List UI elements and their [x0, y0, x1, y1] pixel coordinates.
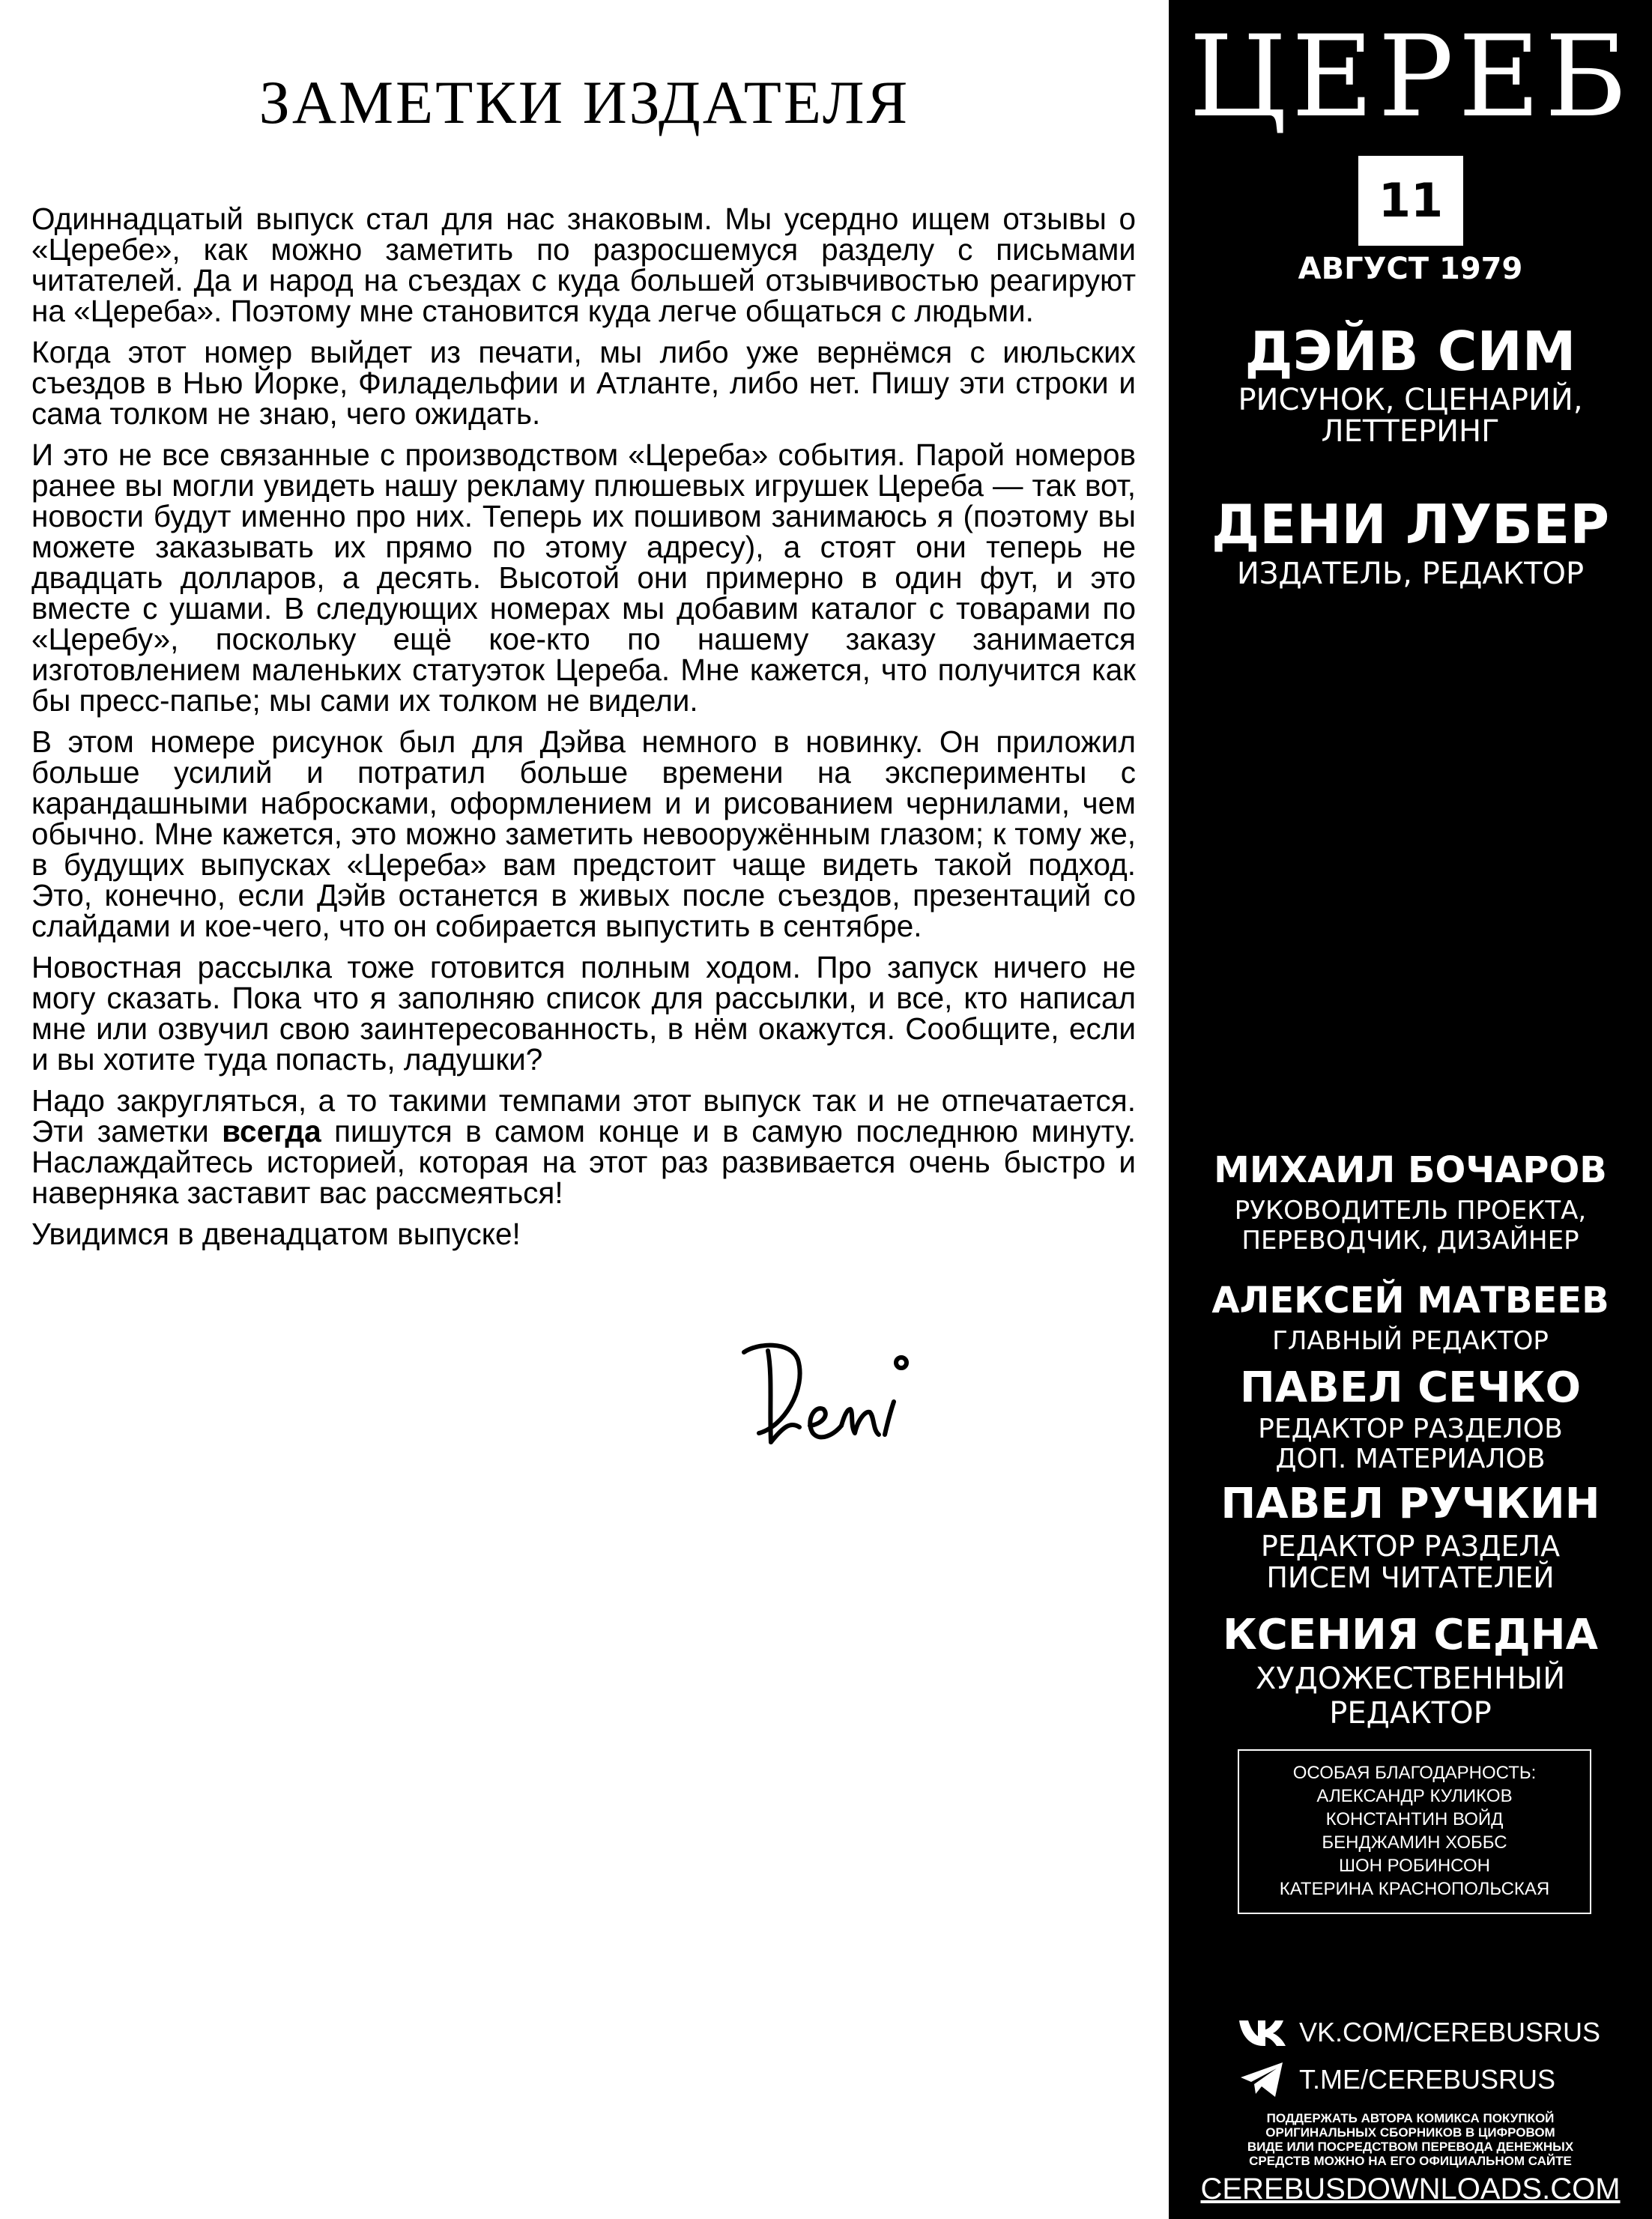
notes-p6-text-b: пишутся в самом конце и в самую последнюю минуту. Наслаждайтесь историей, которая на этот раз развивается очень быстро и наверняка заставит вас рассмеяться! [31, 1114, 1137, 1210]
credit-kseniya-sedna [1169, 1609, 1652, 1731]
telegram-link-text: T.ME/CEREBUSRUS [1299, 2064, 1556, 2095]
special-thanks-box [1238, 1749, 1591, 1914]
notes-paragraph-2: Когда этот номер выйдет из печати, мы либо уже вернёмся с июльских съездов в Нью Йорке, Филадельфии и Атланте, либо нет. Пишу эти строки и сама толком не знаю, чего ожидать. [31, 335, 1136, 431]
credit-role: РЕДАКТОР РАЗДЕЛА [1260, 1530, 1561, 1563]
support-line: ПОДДЕРЖАТЬ АВТОРА КОМИКСА ПОКУПКОЙ [1266, 2111, 1555, 2125]
vk-link[interactable] [1238, 2011, 1601, 2053]
cerebus-downloads-link[interactable]: CEREBUSDOWNLOADS.COM [1200, 2173, 1621, 2206]
credit-role: ХУДОЖЕСТВЕННЫЙ [1255, 1662, 1566, 1696]
credit-role: РЕДАКТОР [1329, 1696, 1492, 1731]
notes-paragraph-6 [31, 1083, 1137, 1210]
credit-name: АЛЕКСЕЙ МАТВЕЕВ [1211, 1280, 1609, 1322]
notes-paragraph-5: Новостная рассылка тоже готовится полным ходом. Про запуск ничего не могу сказать. Пока что я заполняю список для рассылки, и все, кто написал мне или озвучил свою заинтересованность, в нём окажутся. Сообщите, если и вы хотите туда попасть, ладушки? [31, 950, 1136, 1077]
credit-name: ДЕНИ ЛУБЕР [1211, 493, 1610, 556]
credit-role: ЛЕТТЕРИНГ [1321, 414, 1500, 449]
cerebus-logo: ЦЕРЕБ [1189, 12, 1632, 142]
thanks-name: КОНСТАНТИН ВОЙД [1325, 1809, 1504, 1829]
credit-role: ГЛАВНЫЙ РЕДАКТОР [1272, 1326, 1549, 1356]
credit-dave-sim [1169, 318, 1652, 447]
notes-paragraph-4: В этом номере рисунок был для Дэйва немного в новинку. Он приложил больше усилий и потратил больше времени на эксперименты с карандашными набросками, оформлением и и рисованием чернилами, чем обычно. Мне кажется, это можно заметить невооружённым глазом; к тому же, в будущих выпусках «Цереба» вам предстоит чаще видеть такой подход. Это, конечно, если Дэйв останется в живых после съездов, презентаций со слайдами и кое-чего, что он собирается выпустить в сентябре. [31, 724, 1136, 943]
credit-name: ДЭЙВ СИМ [1244, 320, 1576, 383]
notes-paragraph-3: И это не все связанные с производством «Цереба» события. Парой номеров ранее вы могли увидеть нашу рекламу плюшевых игрушек Цереба — так вот, новости будут именно про них. Теперь их пошивом занимаюсь я (поэтому вы можете заказывать их прямо по этому адресу), а стоят они теперь не двадцать долларов, а десять. Высотой они примерно в один фут, и это вместе с ушами. В следующих номерах мы добавим каталог с товарами по «Церебу», поскольку ещё кое-кто по нашему заказу занимается изготовлением маленьких статуэток Цереба. Мне кажется, что получится как бы пресс-папье; мы сами их толком не видели. [31, 438, 1136, 718]
support-author-text [1169, 2111, 1652, 2168]
credit-aleksey-matveev [1169, 1275, 1652, 1356]
issue-number: 11 [1358, 156, 1463, 246]
credit-role: РУКОВОДИТЕЛЬ ПРОЕКТА, [1234, 1196, 1587, 1226]
vk-link-text: VK.COM/CEREBUSRUS [1299, 2017, 1601, 2047]
credits-sidebar [1169, 0, 1652, 2219]
notes-p6-text-a: Надо закругляться, а то такими темпами этот выпуск так и не отпечатается. Эти заметки [31, 1083, 1136, 1148]
issue-date: АВГУСТ 1979 [1298, 252, 1523, 286]
thanks-name: АЛЕКСАНДР КУЛИКОВ [1316, 1786, 1513, 1806]
credit-role: ПЕРЕВОДЧИК, ДИЗАЙНЕР [1241, 1226, 1579, 1256]
credit-pavel-sechko [1169, 1362, 1652, 1474]
credit-name: ПАВЕЛ СЕЧКО [1239, 1363, 1582, 1412]
vk-icon [1238, 2017, 1287, 2047]
notes-paragraph-7: Увидимся в двенадцатом выпуске! [31, 1217, 521, 1251]
credit-pavel-ruchkin [1169, 1478, 1652, 1593]
telegram-icon [1238, 2061, 1287, 2098]
credit-role: РИСУНОК, СЦЕНАРИЙ, [1238, 383, 1583, 417]
credit-name: КСЕНИЯ СЕДНА [1223, 1611, 1598, 1659]
thanks-name: КАТЕРИНА КРАСНОПОЛЬСКАЯ [1279, 1879, 1550, 1899]
notes-paragraph-1: Одиннадцатый выпуск стал для нас знаковым. Мы усердно ищем отзывы о «Церебе», как можно заметить по разросшемуся разделу с письмами читателей. Да и народ на съездах с куда большей отзывчивостью реагируют на «Цереба». Поэтому мне становится куда легче общаться с людьми. [31, 202, 1136, 328]
credit-name: МИХАИЛ БОЧАРОВ [1214, 1149, 1607, 1191]
credit-name: ПАВЕЛ РУЧКИН [1220, 1480, 1600, 1528]
credit-role: ИЗДАТЕЛЬ, РЕДАКТОР [1236, 557, 1585, 591]
credit-deni-loubert [1169, 491, 1652, 590]
thanks-name: БЕНДЖАМИН ХОББС [1322, 1832, 1507, 1853]
support-line: ОРИГИНАЛЬНЫХ СБОРНИКОВ В ЦИФРОВОМ [1265, 2125, 1555, 2140]
support-line: СРЕДСТВ МОЖНО НА ЕГО ОФИЦИАЛЬНОМ САЙТЕ [1249, 2154, 1572, 2168]
credit-mikhail-bocharov [1169, 1145, 1652, 1256]
notes-title: ЗАМЕТКИ ИЗДАТЕЛЯ [258, 68, 910, 136]
notes-p6-emphasis: всегда [222, 1114, 321, 1148]
credit-role: ПИСЕМ ЧИТАТЕЛЕЙ [1266, 1561, 1555, 1594]
notes-body [31, 204, 1136, 1260]
credit-role: ДОП. МАТЕРИАЛОВ [1275, 1444, 1546, 1474]
support-line: ВИДЕ ИЛИ ПОСРЕДСТВОМ ПЕРЕВОДА ДЕНЕЖНЫХ [1247, 2140, 1574, 2154]
credit-role: РЕДАКТОР РАЗДЕЛОВ [1258, 1414, 1563, 1444]
thanks-name: ШОН РОБИНСОН [1339, 1856, 1490, 1876]
telegram-link[interactable] [1238, 2059, 1597, 2101]
signature-deni [738, 1337, 963, 1457]
thanks-heading: ОСОБАЯ БЛАГОДАРНОСТЬ: [1292, 1763, 1537, 1783]
